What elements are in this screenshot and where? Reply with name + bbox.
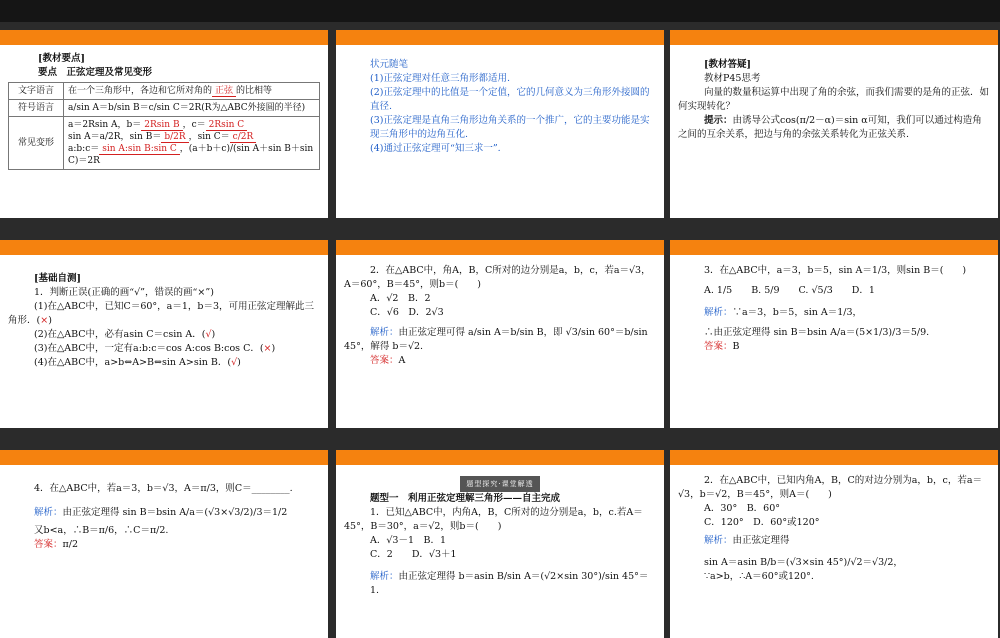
slide-title: [基础自测] <box>34 273 81 284</box>
question: 3．在△ABC中，a＝3，b＝5，sin A＝1/3，则sin B＝( ) <box>704 265 967 276</box>
slide-notes[interactable] <box>336 30 664 218</box>
row-label: 符号语言 <box>9 100 64 117</box>
row-content: a＝2Rsin A，b＝ 2Rsin B ，c＝ 2Rsin C sin A＝a/2R，sin B＝ b/2R ，sin C＝ c/2R a:b:c＝ sin A:sin B:sin C ，(a＋b＋c)/(sin A＋sin B＋sin C)＝2R <box>64 117 320 170</box>
analysis-step: ∴由正弦定理得 sin B＝bsin A/a＝(5×1/3)/3＝5/9. <box>704 327 930 338</box>
slide-question-5[interactable] <box>670 450 998 638</box>
answer: 答案：A <box>370 355 406 366</box>
analysis: 解析：由正弦定理可得 a/sin A＝b/sin B，即 √3/sin 60°＝b/sin 45°，解得 b＝√2. <box>344 327 648 352</box>
slide-question-4[interactable] <box>0 450 328 638</box>
slide-header-bar <box>336 30 664 45</box>
analysis: 解析：∵a＝3，b＝5，sin A＝1/3， <box>704 307 863 318</box>
slide-textbook-qa[interactable] <box>670 30 998 218</box>
analysis: 解析：由正弦定理得 <box>704 535 790 546</box>
type-title: 题型一 利用正弦定理解三角形——自主完成 <box>370 493 561 504</box>
row-label: 常见变形 <box>9 117 64 170</box>
notes-title: 状元随笔 <box>370 59 409 70</box>
options: C．120° D．60°或120° <box>704 517 820 528</box>
row-content: a/sin A＝b/sin B＝c/sin C＝2R(R为△ABC外接圆的半径) <box>64 100 320 117</box>
analysis: 解析：由正弦定理得 b＝asin B/sin A＝(√2×sin 30°)/sin 45°＝1. <box>370 571 649 596</box>
slide-question-3[interactable] <box>670 240 998 428</box>
slide-header-bar <box>670 450 998 465</box>
think-question: 向量的数量积运算中出现了角的余弦，而我们需要的是角的正弦．如何实现转化？ <box>678 87 990 112</box>
sine-law-table <box>8 82 320 170</box>
options: C．√6 D．2√3 <box>370 307 444 318</box>
analysis-step: 又b<a，∴B＝π/6，∴C＝π/2. <box>34 525 169 536</box>
question: 4．在△ABC中，若a＝3，b＝√3，A＝π/3，则C＝________. <box>34 483 293 494</box>
answer: 答案：B <box>704 341 740 352</box>
judge-item: (1)在△ABC中，已知C＝60°，a＝1，b＝3，可用正弦定理解此三角形．(×) <box>8 301 314 326</box>
row-label: 文字语言 <box>9 83 64 100</box>
slide-question-2[interactable] <box>336 240 664 428</box>
question: 2．在△ABC中，已知内角A，B，C的对边分别为a，b，c，若a＝√3，b＝√2，B＝45°，则A＝( ) <box>678 475 982 500</box>
slide-header-bar <box>0 30 328 45</box>
slide-header-bar <box>336 450 664 465</box>
judge-item: (4)在△ABC中，a>b⇔A>B⇔sin A>sin B．(√) <box>34 357 241 368</box>
slide-header-bar <box>670 240 998 255</box>
analysis-step: ∵a>b，∴A＝60°或120°. <box>704 571 814 582</box>
row-content: 在一个三角形中，各边和它所对角的 正弦 的比相等 <box>64 83 320 100</box>
point-title: 要点 正弦定理及常见变形 <box>38 67 153 78</box>
note-item: (3)正弦定理是直角三角形边角关系的一个推广，它的主要功能是实现三角形中的边角互化. <box>370 115 650 140</box>
top-toolbar <box>0 0 1000 22</box>
question: 1．已知△ABC中，内角A，B，C所对的边分别是a，b，c.若A＝45°，B＝30°，a＝√2，则b＝( ) <box>344 507 643 532</box>
options: A．30° B．60° <box>704 503 781 514</box>
hint: 提示：由诱导公式cos(π/2－α)＝sin α可知，我们可以通过构造角之间的互余关系，把边与角的余弦关系转化为正弦关系. <box>678 115 982 140</box>
slide-title: [教材要点] <box>38 53 85 64</box>
slide-header-bar <box>670 30 998 45</box>
note-item: (1)正弦定理对任意三角形都适用. <box>370 73 510 84</box>
options: C．2 D．√3＋1 <box>370 549 457 560</box>
options: A. 1/5 B. 5/9 C. √5/3 D．1 <box>704 285 875 296</box>
slide-header-bar <box>0 450 328 465</box>
options: A．√3－1 B．1 <box>370 535 447 546</box>
judge-item: (3)在△ABC中，一定有a:b:c＝cos A:cos B:cos C．(×) <box>34 343 276 354</box>
options: A．√2 B．2 <box>370 293 431 304</box>
slide-header-bar <box>336 240 664 255</box>
judge-item: (2)在△ABC中，必有asin C＝csin A．(√) <box>34 329 216 340</box>
slide-title: [教材答疑] <box>704 59 751 70</box>
slide-header-bar <box>0 240 328 255</box>
section-badge: 题型探究·课堂解透 <box>460 476 539 492</box>
note-item: (2)正弦定理中的比值是一个定值，它的几何意义为三角形外接圆的直径. <box>370 87 650 112</box>
question: 2．在△ABC中，角A，B，C所对的边分别是a，b，c，若a＝√3，A＝60°，B＝45°，则b＝( ) <box>344 265 651 290</box>
slide-textbook-points[interactable] <box>0 30 328 218</box>
slide-type-1[interactable] <box>336 450 664 638</box>
think-title: 教材P45思考 <box>704 73 761 84</box>
answer: 答案：π/2 <box>34 539 79 550</box>
slide-basic-test[interactable] <box>0 240 328 428</box>
analysis: 解析：由正弦定理得 sin B＝bsin A/a＝(√3×√3/2)/3＝1/2 <box>34 507 288 518</box>
question: 1．判断正误(正确的画“√”，错误的画“×”) <box>34 287 214 298</box>
note-item: (4)通过正弦定理可“知三求一”. <box>370 143 501 154</box>
analysis-step: sin A＝asin B/b＝(√3×sin 45°)/√2＝√3/2， <box>704 557 903 568</box>
